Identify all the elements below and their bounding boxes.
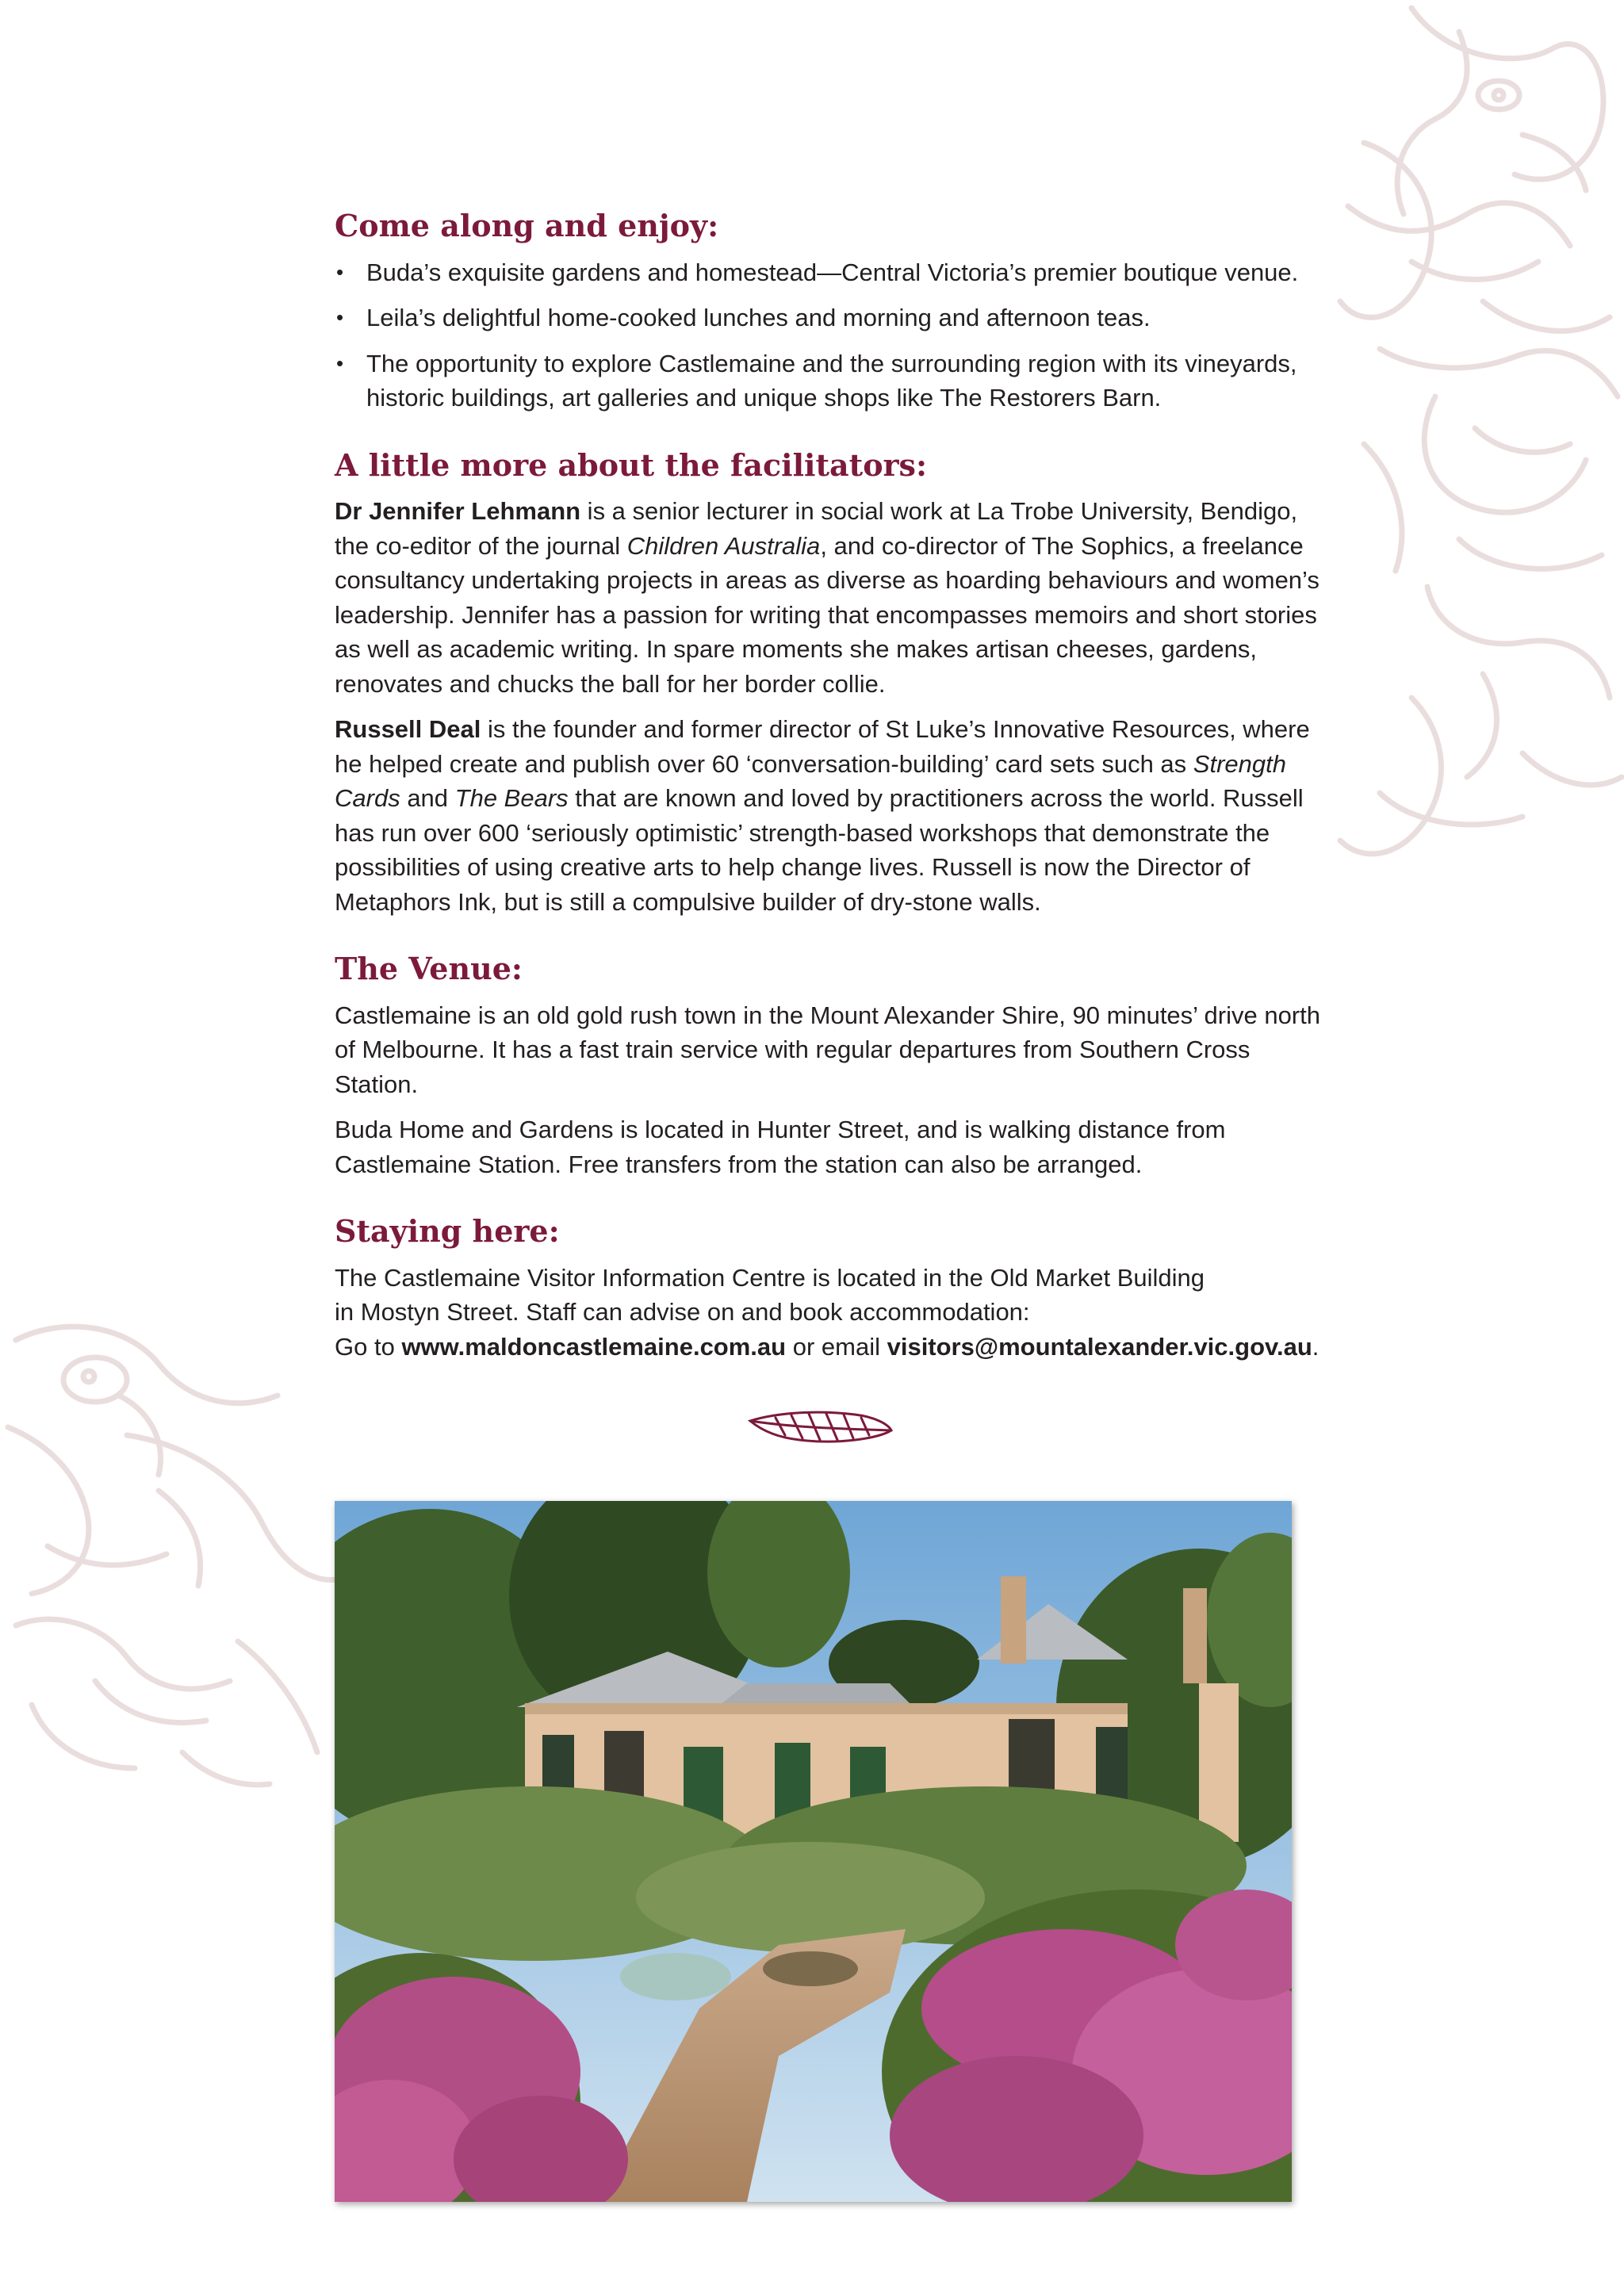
facilitators-heading: A little more about the facilitators: bbox=[335, 446, 927, 483]
staying-paragraph: The Castlemaine Visitor Information Centre is located in the Old Market Building in Mostyn Street. Staff can advise on and book accommodation: Go to www.maldoncastlemaine.com.au or email visitors@mountalexander.vic.gov.au. bbox=[335, 1263, 1320, 1361]
list-item: • Buda’s exquisite gardens and homestead—Central Victoria’s premier boutique venue. bbox=[335, 255, 1334, 290]
staying-section bbox=[335, 1213, 1334, 1364]
feather-icon bbox=[744, 1403, 894, 1451]
card-set-title: The Bears bbox=[454, 784, 569, 813]
bullet-icon: • bbox=[336, 259, 344, 284]
venue-heading: The Venue: bbox=[335, 951, 523, 987]
venue-paragraph: Castlemaine is an old gold rush town in the Mount Alexander Shire, 90 minutes’ drive north of Melbourne. It has a fast train service with regular departures from Southern Cross Station. bbox=[335, 1001, 1320, 1098]
enjoy-list bbox=[335, 255, 1334, 415]
russell-bio: Russell Deal is the founder and former director of St Luke’s Innovative Resources, where he helped create and publish over 60 ‘conversation-building’ card sets such as Strength Cards and The Bears that are known and loved by practitioners across the world. Russell has run over 600 ‘seriously optimistic’ strength-based workshops that demonstrate the possibilities of using creative arts to help change lives. Russell is now the Director of Metaphors Ink, but is still a compulsive builder of dry-stone walls. bbox=[335, 715, 1310, 916]
bullet-icon: • bbox=[336, 350, 344, 375]
email-link[interactable]: visitors@mountalexander.vic.gov.au bbox=[887, 1332, 1312, 1361]
journal-title: Children Australia bbox=[626, 531, 821, 560]
facilitator-name: Russell Deal bbox=[335, 715, 481, 744]
venue-paragraph: Buda Home and Gardens is located in Hunter Street, and is walking distance from Castlemaine Station. Free transfers from the station can also be arranged. bbox=[335, 1116, 1226, 1178]
venue-section bbox=[335, 951, 1334, 1181]
bullet-icon: • bbox=[336, 305, 344, 330]
jennifer-bio: Dr Jennifer Lehmann is a senior lecturer in social work at La Trobe University, Bendigo, the co-editor of the journal Children Australia, and co-director of The Sophics, a freelance consultancy undertaking projects in areas as diverse as hoarding behaviours and women’s leadership. Jennifer has a passion for writing that encompasses memoirs and short stories as well as academic writing. In spare moments she makes artisan cheeses, gardens, renovates and chucks the ball for her border collie. bbox=[335, 497, 1320, 698]
article-body bbox=[335, 208, 1334, 1364]
enjoy-heading: Come along and enjoy: bbox=[335, 208, 719, 243]
list-item: • Leila’s delightful home-cooked lunches and morning and afternoon teas. bbox=[335, 301, 1334, 335]
sketch-bird-decoration-left bbox=[0, 1308, 349, 1800]
staying-heading: Staying here: bbox=[335, 1213, 560, 1250]
sketch-bird-decoration-right bbox=[1316, 0, 1624, 920]
homestead-garden-photo bbox=[335, 1501, 1292, 2202]
list-item: • The opportunity to explore Castlemaine and the surrounding region with its vineyards, historic buildings, art galleries and unique shops like The Restorers Barn. bbox=[335, 346, 1334, 415]
enjoy-section bbox=[335, 208, 1334, 415]
card-set-title: Strength Cards bbox=[335, 749, 1286, 813]
facilitators-section bbox=[335, 447, 1334, 920]
facilitator-name: Dr Jennifer Lehmann bbox=[335, 497, 581, 526]
website-link[interactable]: www.maldoncastlemaine.com.au bbox=[401, 1332, 787, 1361]
